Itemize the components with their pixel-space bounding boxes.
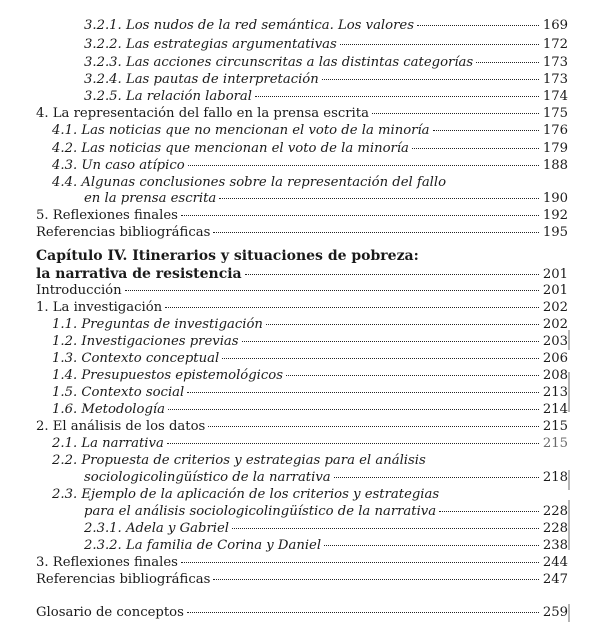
dot-leader — [181, 215, 539, 216]
toc-page-number: 208 — [542, 368, 568, 383]
toc-page-number: 174 — [542, 89, 568, 104]
toc-page-number: 201 — [542, 267, 568, 282]
dot-leader — [433, 130, 539, 131]
toc-entry-label: 3.2.5. La relación laboral — [84, 89, 253, 104]
toc-entry-label: 1.2. Investigaciones previas — [52, 334, 239, 349]
toc-entry-label: 1.3. Contexto conceptual — [52, 351, 220, 366]
toc-page-number: 228 — [542, 504, 568, 519]
toc-page-number: 173 — [542, 72, 568, 87]
toc-entry-3-2-1 — [84, 18, 568, 34]
toc-entry-references-ch3 — [36, 225, 568, 241]
toc-entry-label: Introducción — [36, 283, 122, 298]
toc-page-number: 179 — [542, 141, 568, 156]
toc-page-number: 244 — [542, 555, 568, 570]
toc-page-number: 203 — [542, 334, 568, 349]
dot-leader — [417, 25, 539, 26]
chapter-heading-entry — [36, 266, 568, 283]
toc-page-number: 169 — [542, 18, 568, 33]
toc-page-number: 175 — [542, 106, 568, 121]
scan-edge-mark — [568, 604, 570, 622]
toc-entry-4-4 — [84, 191, 568, 207]
toc-entry-1-6 — [52, 402, 568, 418]
toc-page-number: 228 — [542, 521, 568, 536]
toc-entry-4-2 — [52, 141, 568, 157]
toc-entry-2-2 — [84, 470, 568, 486]
toc-entry-label: 1.6. Metodología — [52, 402, 165, 417]
toc-entry-2-1 — [52, 436, 568, 452]
toc-entry-3 — [36, 555, 568, 571]
toc-entry-label: 5. Reflexiones finales — [36, 208, 178, 223]
toc-page-number: 192 — [542, 208, 568, 223]
dot-leader — [286, 375, 539, 376]
toc-page-number: 215 — [542, 419, 568, 434]
toc-entry-label: 4.1. Las noticias que no mencionan el voto de la minoría — [52, 123, 430, 138]
toc-page-number: 206 — [542, 351, 568, 366]
toc-page-number: 247 — [542, 572, 568, 587]
toc-entry-label: sociologicolingüístico de la narrativa — [84, 470, 331, 485]
dot-leader — [167, 443, 539, 444]
dot-leader — [324, 545, 539, 546]
toc-entry-1-5 — [52, 385, 568, 401]
chapter-heading-line2: la narrativa de resistencia — [36, 266, 242, 282]
scan-edge-mark — [568, 470, 570, 490]
scan-edge-mark — [568, 330, 570, 350]
toc-page-number: 201 — [542, 283, 568, 298]
toc-entry-2-2-line1: 2.2. Propuesta de criterios y estrategias para el análisis — [52, 453, 426, 468]
dot-leader — [165, 307, 539, 308]
toc-entry-introduction — [36, 283, 568, 299]
toc-entry-label: 1. La investigación — [36, 300, 163, 315]
toc-entry-2-3-line1: 2.3. Ejemplo de la aplicación de los criterios y estrategias — [52, 487, 440, 502]
toc-page-number: 173 — [542, 55, 568, 70]
dot-leader — [245, 274, 539, 275]
toc-entry-1-1 — [52, 317, 568, 333]
dot-leader — [168, 409, 539, 410]
dot-leader — [372, 113, 539, 114]
toc-entry-label: 2. El análisis de los datos — [36, 419, 206, 434]
scan-edge-mark — [568, 372, 570, 412]
toc-page-number: 218 — [542, 470, 568, 485]
dot-leader — [255, 96, 539, 97]
toc-page-number: 202 — [542, 317, 568, 332]
toc-entry-4-1 — [52, 123, 568, 139]
toc-entry-3-2-3 — [84, 55, 568, 71]
dot-leader — [340, 44, 539, 45]
toc-entry-glossary — [36, 605, 568, 621]
dot-leader — [181, 562, 539, 563]
dot-leader — [232, 528, 539, 529]
toc-entry-label: en la prensa escrita — [84, 191, 217, 206]
toc-page-number: 202 — [542, 300, 568, 315]
dot-leader — [213, 232, 539, 233]
toc-entry-2-3-1 — [84, 521, 568, 537]
toc-entry-label: 3.2.3. Las acciones circunscritas a las distintas categorías — [84, 55, 474, 70]
toc-entry-label: 3. Reflexiones finales — [36, 555, 178, 570]
toc-entry-2-3-2 — [84, 538, 568, 554]
dot-leader — [187, 612, 539, 613]
toc-page-number: 214 — [542, 402, 568, 417]
toc-entry-1-4 — [52, 368, 568, 384]
toc-entry-label: 2.3.1. Adela y Gabriel — [84, 521, 230, 536]
toc-entry-2-3 — [84, 504, 568, 520]
toc-entry-label: 1.1. Preguntas de investigación — [52, 317, 263, 332]
dot-leader — [322, 79, 539, 80]
toc-entry-4-3 — [52, 158, 568, 174]
toc-entry-label: para el análisis sociologicolingüístico de la narrativa — [84, 504, 437, 519]
toc-entry-label: 4. La representación del fallo en la prensa escrita — [36, 106, 369, 121]
toc-entry-label: Referencias bibliográficas — [36, 572, 211, 587]
toc-entry-3-2-4 — [84, 72, 568, 88]
toc-entry-1-3 — [52, 351, 568, 367]
chapter-heading-line1: Capítulo IV. Itinerarios y situaciones de pobreza: — [36, 248, 419, 264]
dot-leader — [187, 392, 539, 393]
toc-entry-4 — [36, 106, 568, 122]
toc-page-number: 176 — [542, 123, 568, 138]
dot-leader — [188, 165, 539, 166]
toc-entry-1-2 — [52, 334, 568, 350]
toc-entry-label: 2.1. La narrativa — [52, 436, 164, 451]
dot-leader — [222, 358, 539, 359]
toc-entry-3-2-2 — [84, 37, 568, 53]
toc-page-number: 190 — [542, 191, 568, 206]
toc-page-number: 259 — [542, 605, 568, 620]
toc-entry-label: 3.2.1. Los nudos de la red semántica. Los valores — [84, 18, 414, 33]
toc-entry-label: Glosario de conceptos — [36, 605, 184, 620]
dot-leader — [412, 148, 539, 149]
toc-entry-3-2-5 — [84, 89, 568, 105]
toc-entry-label: 3.2.2. Las estrategias argumentativas — [84, 37, 337, 52]
toc-page-number: 215 — [542, 436, 568, 451]
toc-entry-5 — [36, 208, 568, 224]
toc-entry-label: 1.4. Presupuestos epistemológicos — [52, 368, 283, 383]
toc-entry-label: 4.2. Las noticias que mencionan el voto de la minoría — [52, 141, 409, 156]
toc-entry-references-ch4 — [36, 572, 568, 588]
toc-entry-2 — [36, 419, 568, 435]
toc-entry-label: 3.2.4. Las pautas de interpretación — [84, 72, 319, 87]
toc-page-number: 172 — [542, 37, 568, 52]
toc-entry-label: 2.3.2. La familia de Corina y Daniel — [84, 538, 322, 553]
dot-leader — [208, 426, 539, 427]
scan-edge-mark — [568, 500, 570, 550]
toc-entry-4-4-line1: 4.4. Algunas conclusiones sobre la representación del fallo — [52, 175, 447, 190]
toc-page-number: 195 — [542, 225, 568, 240]
dot-leader — [476, 62, 539, 63]
toc-entry-1 — [36, 300, 568, 316]
dot-leader — [439, 511, 539, 512]
dot-leader — [125, 290, 539, 291]
toc-entry-label: Referencias bibliográficas — [36, 225, 211, 240]
toc-page-number: 238 — [542, 538, 568, 553]
toc-entry-label: 4.3. Un caso atípico — [52, 158, 185, 173]
toc-page-number: 188 — [542, 158, 568, 173]
dot-leader — [334, 477, 539, 478]
dot-leader — [266, 324, 539, 325]
toc-page-number: 213 — [542, 385, 568, 400]
toc-entry-label: 1.5. Contexto social — [52, 385, 185, 400]
dot-leader — [213, 579, 539, 580]
dot-leader — [242, 341, 539, 342]
dot-leader — [219, 198, 539, 199]
